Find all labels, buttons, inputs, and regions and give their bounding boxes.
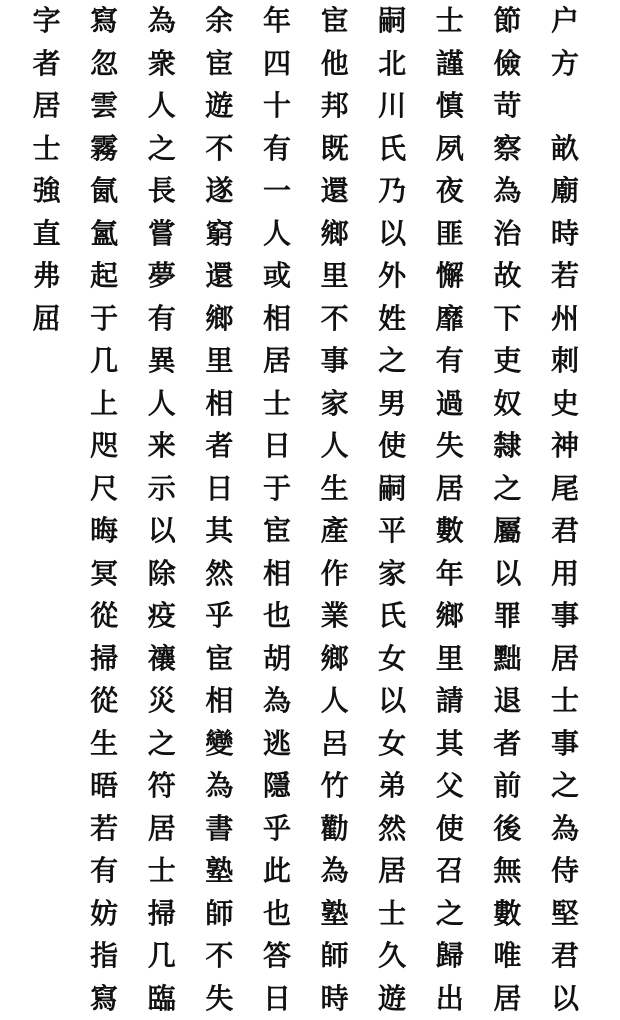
glyph: 史 bbox=[545, 383, 585, 426]
glyph: 生 bbox=[315, 468, 355, 511]
glyph: 居 bbox=[142, 808, 182, 851]
glyph: 其 bbox=[430, 723, 470, 766]
glyph: 方 bbox=[545, 43, 585, 86]
glyph: 察 bbox=[487, 128, 527, 171]
glyph: 示 bbox=[142, 468, 182, 511]
glyph: 屈 bbox=[27, 298, 67, 341]
glyph: 鄉 bbox=[430, 595, 470, 638]
glyph: 師 bbox=[199, 893, 239, 936]
glyph: 師 bbox=[315, 935, 355, 978]
glyph: 居 bbox=[545, 638, 585, 681]
glyph: 里 bbox=[315, 255, 355, 298]
glyph: 外 bbox=[372, 255, 412, 298]
glyph: 余 bbox=[199, 0, 239, 43]
glyph: 勸 bbox=[315, 808, 355, 851]
glyph: 里 bbox=[199, 340, 239, 383]
glyph: 居 bbox=[27, 85, 67, 128]
glyph: 使 bbox=[430, 808, 470, 851]
glyph: 前 bbox=[487, 765, 527, 808]
glyph: 年 bbox=[430, 553, 470, 596]
glyph: 宦 bbox=[315, 0, 355, 43]
glyph: 久 bbox=[372, 935, 412, 978]
glyph: 為 bbox=[257, 680, 297, 723]
glyph: 士 bbox=[372, 893, 412, 936]
text-column bbox=[430, 0, 470, 1020]
glyph: 隱 bbox=[257, 765, 297, 808]
glyph: 人 bbox=[315, 425, 355, 468]
glyph: 既 bbox=[315, 128, 355, 171]
glyph: 者 bbox=[199, 425, 239, 468]
glyph: 夜 bbox=[430, 170, 470, 213]
glyph: 也 bbox=[257, 893, 297, 936]
glyph: 不 bbox=[199, 128, 239, 171]
glyph: 女 bbox=[372, 723, 412, 766]
glyph: 還 bbox=[315, 170, 355, 213]
glyph: 神 bbox=[545, 425, 585, 468]
glyph: 事 bbox=[545, 723, 585, 766]
glyph: 然 bbox=[372, 808, 412, 851]
glyph: 乎 bbox=[257, 808, 297, 851]
glyph: 下 bbox=[487, 298, 527, 341]
glyph: 產 bbox=[315, 510, 355, 553]
glyph: 士 bbox=[430, 0, 470, 43]
glyph: 弟 bbox=[372, 765, 412, 808]
glyph: 女 bbox=[372, 638, 412, 681]
glyph: 指 bbox=[84, 935, 124, 978]
glyph: 氏 bbox=[372, 128, 412, 171]
glyph: 居 bbox=[430, 468, 470, 511]
glyph: 者 bbox=[27, 43, 67, 86]
glyph: 以 bbox=[487, 553, 527, 596]
glyph: 以 bbox=[545, 978, 585, 1020]
glyph: 家 bbox=[315, 383, 355, 426]
glyph: 使 bbox=[372, 425, 412, 468]
glyph: 君 bbox=[545, 510, 585, 553]
glyph: 若 bbox=[545, 255, 585, 298]
glyph: 父 bbox=[430, 765, 470, 808]
glyph: 尾 bbox=[545, 468, 585, 511]
glyph: 士 bbox=[257, 383, 297, 426]
glyph: 嘗 bbox=[142, 213, 182, 256]
glyph: 日 bbox=[257, 978, 297, 1020]
glyph: 君 bbox=[545, 935, 585, 978]
glyph: 符 bbox=[142, 765, 182, 808]
glyph: 氏 bbox=[372, 595, 412, 638]
glyph: 居 bbox=[487, 978, 527, 1020]
glyph: 霧 bbox=[84, 128, 124, 171]
glyph: 臨 bbox=[142, 978, 182, 1020]
glyph: 屬 bbox=[487, 510, 527, 553]
glyph: 人 bbox=[142, 383, 182, 426]
glyph: 人 bbox=[315, 680, 355, 723]
glyph: 夙 bbox=[430, 128, 470, 171]
glyph: 者 bbox=[487, 723, 527, 766]
glyph: 胡 bbox=[257, 638, 297, 681]
glyph: 之 bbox=[372, 340, 412, 383]
glyph: 疫 bbox=[142, 595, 182, 638]
glyph: 年 bbox=[257, 0, 297, 43]
glyph: 也 bbox=[257, 595, 297, 638]
glyph: 故 bbox=[487, 255, 527, 298]
glyph: 人 bbox=[142, 85, 182, 128]
glyph: 長 bbox=[142, 170, 182, 213]
text-column bbox=[142, 0, 182, 1020]
glyph: 時 bbox=[315, 978, 355, 1020]
glyph: 宦 bbox=[257, 510, 297, 553]
glyph: 還 bbox=[199, 255, 239, 298]
glyph: 其 bbox=[199, 510, 239, 553]
glyph: 平 bbox=[372, 510, 412, 553]
glyph: 宦 bbox=[199, 43, 239, 86]
glyph: 為 bbox=[545, 808, 585, 851]
glyph: 直 bbox=[27, 213, 67, 256]
glyph: 作 bbox=[315, 553, 355, 596]
glyph: 几 bbox=[142, 935, 182, 978]
glyph: 靡 bbox=[430, 298, 470, 341]
glyph: 或 bbox=[257, 255, 297, 298]
glyph: 黜 bbox=[487, 638, 527, 681]
glyph: 相 bbox=[199, 383, 239, 426]
glyph: 川 bbox=[372, 85, 412, 128]
glyph: 之 bbox=[142, 723, 182, 766]
glyph: 從 bbox=[84, 680, 124, 723]
glyph: 晤 bbox=[84, 765, 124, 808]
glyph: 起 bbox=[84, 255, 124, 298]
glyph: 召 bbox=[430, 850, 470, 893]
glyph: 出 bbox=[430, 978, 470, 1020]
glyph: 弗 bbox=[27, 255, 67, 298]
glyph: 字 bbox=[27, 0, 67, 43]
glyph: 吏 bbox=[487, 340, 527, 383]
glyph: 晦 bbox=[84, 510, 124, 553]
glyph: 除 bbox=[142, 553, 182, 596]
glyph: 不 bbox=[199, 935, 239, 978]
glyph: 寫 bbox=[84, 0, 124, 43]
glyph: 雲 bbox=[84, 85, 124, 128]
glyph: 慎 bbox=[430, 85, 470, 128]
glyph: 之 bbox=[430, 893, 470, 936]
glyph: 退 bbox=[487, 680, 527, 723]
glyph: 以 bbox=[372, 213, 412, 256]
glyph: 用 bbox=[545, 553, 585, 596]
glyph: 宦 bbox=[199, 638, 239, 681]
glyph: 里 bbox=[430, 638, 470, 681]
glyph: 塾 bbox=[315, 893, 355, 936]
glyph: 鄉 bbox=[315, 638, 355, 681]
glyph: 遊 bbox=[199, 85, 239, 128]
glyph: 竹 bbox=[315, 765, 355, 808]
text-column bbox=[315, 0, 355, 1020]
glyph: 謹 bbox=[430, 43, 470, 86]
glyph: 強 bbox=[27, 170, 67, 213]
glyph: 為 bbox=[142, 0, 182, 43]
glyph: 士 bbox=[545, 680, 585, 723]
glyph: 請 bbox=[430, 680, 470, 723]
glyph: 鄉 bbox=[315, 213, 355, 256]
glyph: 節 bbox=[487, 0, 527, 43]
glyph: 以 bbox=[372, 680, 412, 723]
glyph: 過 bbox=[430, 383, 470, 426]
glyph: 畝 bbox=[545, 128, 585, 171]
glyph: 後 bbox=[487, 808, 527, 851]
glyph: 乎 bbox=[199, 595, 239, 638]
glyph: 相 bbox=[257, 298, 297, 341]
glyph: 若 bbox=[84, 808, 124, 851]
text-column bbox=[545, 0, 585, 1020]
glyph: 罪 bbox=[487, 595, 527, 638]
glyph: 無 bbox=[487, 850, 527, 893]
glyph: 咫 bbox=[84, 425, 124, 468]
glyph: 廟 bbox=[545, 170, 585, 213]
glyph: 妨 bbox=[84, 893, 124, 936]
glyph: 唯 bbox=[487, 935, 527, 978]
glyph: 數 bbox=[487, 893, 527, 936]
text-column bbox=[84, 0, 124, 1020]
glyph: 乃 bbox=[372, 170, 412, 213]
glyph: 氳 bbox=[84, 213, 124, 256]
glyph: 窮 bbox=[199, 213, 239, 256]
glyph: 呂 bbox=[315, 723, 355, 766]
glyph: 為 bbox=[199, 765, 239, 808]
glyph: 十 bbox=[257, 85, 297, 128]
glyph: 時 bbox=[545, 213, 585, 256]
glyph: 之 bbox=[545, 765, 585, 808]
glyph: 尺 bbox=[84, 468, 124, 511]
glyph: 數 bbox=[430, 510, 470, 553]
glyph: 士 bbox=[142, 850, 182, 893]
glyph: 塾 bbox=[199, 850, 239, 893]
glyph: 人 bbox=[257, 213, 297, 256]
glyph: 日 bbox=[199, 468, 239, 511]
glyph: 遂 bbox=[199, 170, 239, 213]
glyph: 為 bbox=[487, 170, 527, 213]
glyph: 家 bbox=[372, 553, 412, 596]
glyph: 上 bbox=[84, 383, 124, 426]
glyph: 相 bbox=[199, 680, 239, 723]
glyph: 户 bbox=[545, 0, 585, 43]
glyph: 氤 bbox=[84, 170, 124, 213]
glyph: 事 bbox=[315, 340, 355, 383]
glyph: 北 bbox=[372, 43, 412, 86]
text-column bbox=[487, 0, 527, 1020]
glyph: 有 bbox=[142, 298, 182, 341]
glyph: 生 bbox=[84, 723, 124, 766]
glyph: 隸 bbox=[487, 425, 527, 468]
glyph: 于 bbox=[257, 468, 297, 511]
glyph: 不 bbox=[315, 298, 355, 341]
glyph: 變 bbox=[199, 723, 239, 766]
glyph: 忽 bbox=[84, 43, 124, 86]
glyph: 禳 bbox=[142, 638, 182, 681]
glyph: 之 bbox=[142, 128, 182, 171]
glyph: 士 bbox=[27, 128, 67, 171]
glyph: 夢 bbox=[142, 255, 182, 298]
glyph: 事 bbox=[545, 595, 585, 638]
glyph: 州 bbox=[545, 298, 585, 341]
glyph: 于 bbox=[84, 298, 124, 341]
glyph: 掃 bbox=[142, 893, 182, 936]
glyph: 歸 bbox=[430, 935, 470, 978]
glyph: 男 bbox=[372, 383, 412, 426]
glyph: 鄉 bbox=[199, 298, 239, 341]
glyph: 嗣 bbox=[372, 468, 412, 511]
glyph: 姓 bbox=[372, 298, 412, 341]
glyph: 災 bbox=[142, 680, 182, 723]
glyph: 四 bbox=[257, 43, 297, 86]
glyph: 以 bbox=[142, 510, 182, 553]
glyph: 有 bbox=[257, 128, 297, 171]
glyph: 儉 bbox=[487, 43, 527, 86]
glyph: 几 bbox=[84, 340, 124, 383]
text-column bbox=[199, 0, 239, 1020]
glyph: 奴 bbox=[487, 383, 527, 426]
glyph: 掃 bbox=[84, 638, 124, 681]
glyph: 刺 bbox=[545, 340, 585, 383]
glyph: 失 bbox=[199, 978, 239, 1020]
glyph: 邦 bbox=[315, 85, 355, 128]
glyph: 異 bbox=[142, 340, 182, 383]
glyph: 有 bbox=[430, 340, 470, 383]
glyph: 業 bbox=[315, 595, 355, 638]
glyph: 嗣 bbox=[372, 0, 412, 43]
glyph: 堅 bbox=[545, 893, 585, 936]
glyph: 他 bbox=[315, 43, 355, 86]
glyph: 居 bbox=[257, 340, 297, 383]
glyph: 一 bbox=[257, 170, 297, 213]
glyph: 寫 bbox=[84, 978, 124, 1020]
glyph: 為 bbox=[315, 850, 355, 893]
glyph: 懈 bbox=[430, 255, 470, 298]
glyph: 然 bbox=[199, 553, 239, 596]
glyph: 從 bbox=[84, 595, 124, 638]
glyph: 有 bbox=[84, 850, 124, 893]
glyph: 逃 bbox=[257, 723, 297, 766]
glyph: 治 bbox=[487, 213, 527, 256]
glyph: 之 bbox=[487, 468, 527, 511]
glyph: 苛 bbox=[487, 85, 527, 128]
text-column bbox=[372, 0, 412, 1020]
glyph: 侍 bbox=[545, 850, 585, 893]
text-column bbox=[257, 0, 297, 1020]
text-column bbox=[27, 0, 67, 340]
glyph: 匪 bbox=[430, 213, 470, 256]
glyph: 相 bbox=[257, 553, 297, 596]
glyph: 失 bbox=[430, 425, 470, 468]
glyph: 冥 bbox=[84, 553, 124, 596]
glyph: 此 bbox=[257, 850, 297, 893]
glyph: 居 bbox=[372, 850, 412, 893]
glyph: 書 bbox=[199, 808, 239, 851]
glyph: 遊 bbox=[372, 978, 412, 1020]
glyph: 答 bbox=[257, 935, 297, 978]
glyph: 来 bbox=[142, 425, 182, 468]
glyph: 日 bbox=[257, 425, 297, 468]
glyph: 衆 bbox=[142, 43, 182, 86]
